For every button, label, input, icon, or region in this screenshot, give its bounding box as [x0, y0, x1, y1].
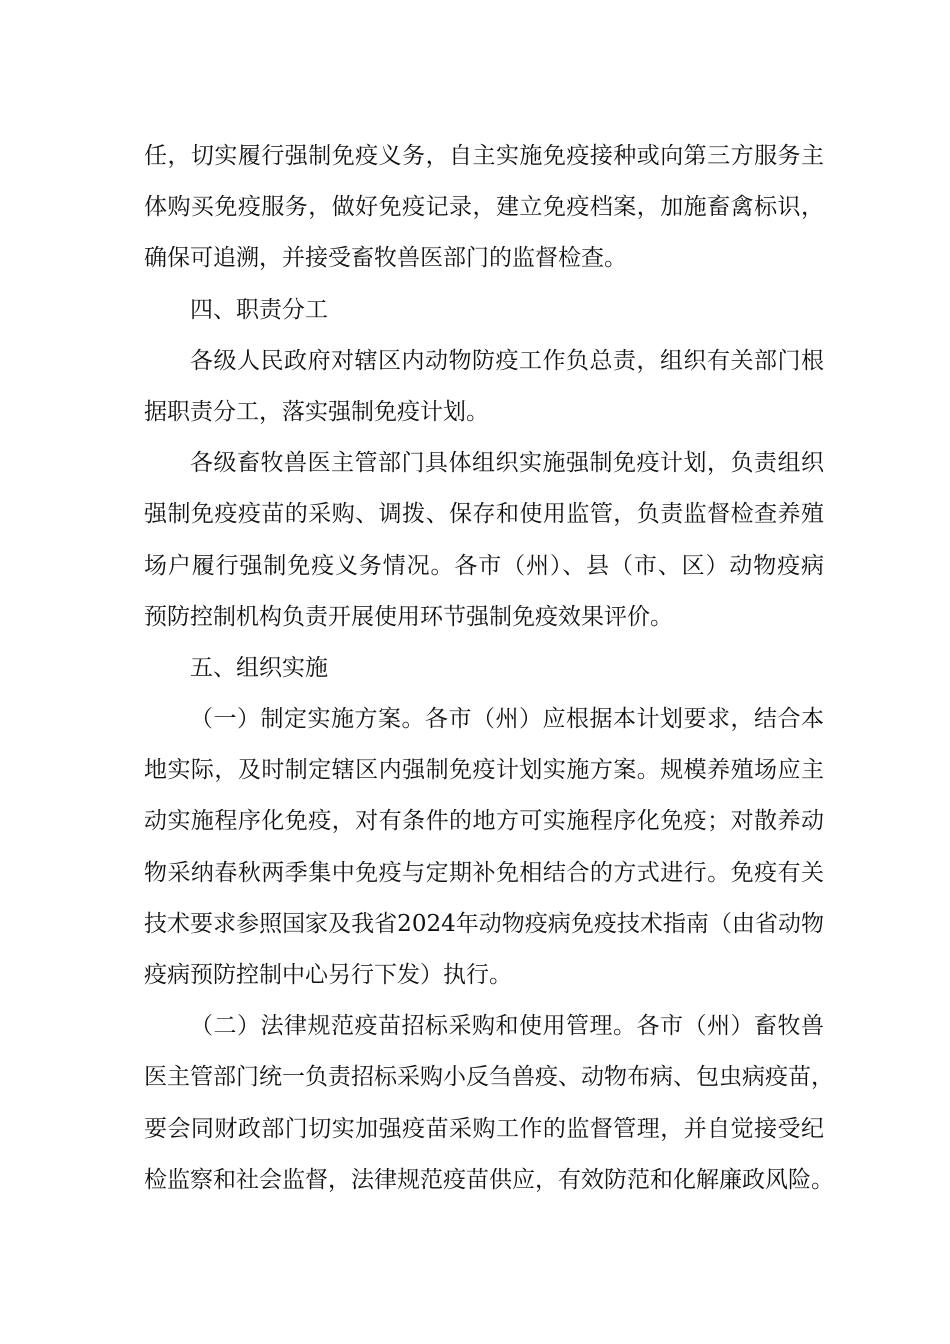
text-line: 疫病预防控制中心另行下发）执行。 — [144, 962, 512, 988]
text-line: （一）制定实施方案。各市（州）应根据本计划要求，结合本 — [190, 706, 824, 733]
text-line: 确保可追溯，并接受畜牧兽医部门的监督检查。 — [144, 245, 627, 272]
section-heading-responsibilities — [144, 285, 824, 336]
text-line: 医主管部门统一负责招标采购小反刍兽疫、动物布病、包虫病疫苗， — [144, 1064, 834, 1091]
text-line: 各级人民政府对辖区内动物防疫工作负总责，组织有关部门根 — [190, 347, 824, 374]
paragraph-obligations — [144, 131, 824, 285]
text-line: 体购买免疫服务，做好免疫记录，建立免疫档案，加施畜禽标识， — [144, 194, 824, 221]
paragraph-department-duty — [144, 438, 824, 643]
text-line: 强制免疫疫苗的采购、调拨、保存和使用监管，负责监督检查养殖 — [144, 501, 824, 528]
text-line: 动实施程序化免疫，对有条件的地方可实施程序化免疫；对散养动 — [144, 808, 824, 835]
paragraph-government-duty — [144, 336, 824, 438]
section-heading-implementation — [144, 643, 824, 694]
text-line: 任，切实履行强制免疫义务，自主实施免疫接种或向第三方服务主 — [144, 143, 824, 169]
paragraph-vaccine-procurement — [144, 1001, 834, 1206]
text-line: 物采纳春秋两季集中免疫与定期补免相结合的方式进行。免疫有关 — [144, 859, 824, 886]
text-line: 要会同财政部门切实加强疫苗采购工作的监督管理，并自觉接受纪 — [144, 1115, 824, 1142]
text-line: 技术要求参照国家及我省2024年动物疫病免疫技术指南（由省动物 — [144, 910, 824, 937]
text-line: 各级畜牧兽医主管部门具体组织实施强制免疫计划，负责组织 — [190, 450, 824, 477]
section-heading: 五、组织实施 — [190, 654, 328, 681]
text-line: 据职责分工，落实强制免疫计划。 — [144, 398, 489, 425]
text-line: 地实际，及时制定辖区内强制免疫计划实施方案。规模养殖场应主 — [144, 757, 824, 784]
document-body — [144, 131, 834, 1206]
text-line: 场户履行强制免疫义务情况。各市（州）、县（市、区）动物疫病 — [144, 552, 824, 579]
text-line: （二）法律规范疫苗招标采购和使用管理。各市（州）畜牧兽 — [190, 1013, 824, 1040]
paragraph-implementation-plan — [144, 694, 824, 1001]
text-line: 检监察和社会监督，法律规范疫苗供应，有效防范和化解廉政风险。 — [144, 1166, 834, 1193]
section-heading: 四、职责分工 — [190, 296, 328, 323]
text-line: 预防控制机构负责开展使用环节强制免疫效果评价。 — [144, 603, 673, 630]
